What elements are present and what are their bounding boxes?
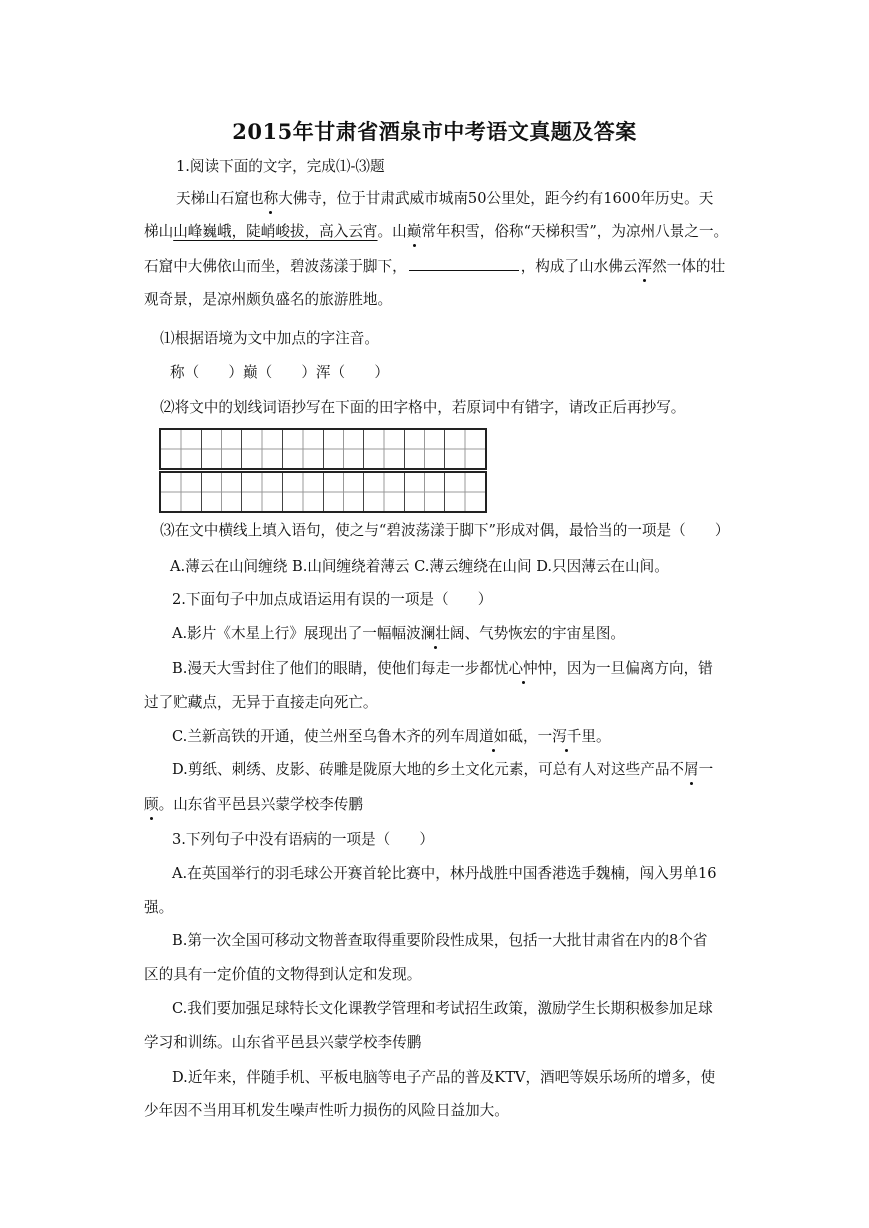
q3-option-b-line-2: 区的具有一定价值的文物得到认定和发现。 — [144, 966, 422, 983]
dotted-idiom: 不屑一 — [669, 761, 714, 778]
grid-cell[interactable] — [283, 430, 324, 468]
dotted-idiom: 周道如砥 — [464, 728, 523, 745]
q3-option-c-line-1: C.我们要加强足球特长文化课教学管理和考试招生政策，激励学生长期积极参加足球 — [172, 1000, 713, 1017]
grid-cell[interactable] — [364, 430, 405, 468]
grid-cell[interactable] — [202, 430, 243, 468]
grid-cell[interactable] — [161, 430, 202, 468]
dotted-idiom: 顾 — [144, 796, 159, 813]
q2-option-b-line-1: B.漫天大雪封住了他们的眼睛，使他们每走一步都忧心忡忡，因为一旦偏离方向，错 — [172, 660, 713, 677]
q3-option-d-line-1: D.近年来，伴随手机、平板电脑等电子产品的普及KTV，酒吧等娱乐场所的增多，使 — [172, 1069, 716, 1086]
grid-cell[interactable] — [242, 430, 283, 468]
dotted-char-hun: 浑 — [637, 258, 653, 275]
q3-option-d-line-2: 少年因不当用耳机发生噪声性听力损伤的风险日益加大。 — [144, 1102, 509, 1119]
q3-heading: 3.下列句子中没有语病的一项是（ ） — [172, 831, 435, 848]
q2-option-d-line-2: 顾。山东省平邑县兴蒙学校李传鹏 — [144, 796, 363, 813]
q1-sub3-options: A.薄云在山间缠绕 B.山间缠绕着薄云 C.薄云缠绕在山间 D.只因薄云在山间。 — [170, 558, 669, 575]
q1-passage-line-2: 梯山山峰巍峨，陡峭峻拔，高入云宵。山巅常年积雪，俗称“天梯积雪”，为凉州八景之一。 — [144, 223, 729, 240]
grid-cell[interactable] — [445, 473, 485, 511]
q1-heading: 1.阅读下面的文字，完成⑴-⑶题 — [176, 158, 385, 175]
grid-cell[interactable] — [161, 473, 202, 511]
dotted-idiom: 一泻千里 — [537, 728, 596, 745]
q2-option-a: A.影片《木星上行》展现出了一幅幅波澜壮阔、气势恢宏的宇宙星图。 — [172, 625, 626, 642]
q1-passage-line-1: 天梯山石窟也称大佛寺，位于甘肃武威市城南50公里处，距今约有1600年历史。天 — [176, 190, 714, 207]
q3-option-a-line-1: A.在英国举行的羽毛球公开赛首轮比赛中，林丹战胜中国香港选手魏楠，闯入男单16 — [172, 865, 717, 882]
underlined-phrase: 山峰巍峨，陡峭峻拔，高入云宵 — [173, 223, 378, 240]
q2-heading: 2.下面句子中加点成语运用有误的一项是（ ） — [172, 591, 493, 608]
q1-passage-line-4: 观奇景，是凉州颇负盛名的旅游胜地。 — [144, 291, 393, 308]
dotted-idiom: 忧心忡忡 — [493, 660, 553, 677]
grid-cell[interactable] — [324, 430, 365, 468]
grid-cell[interactable] — [445, 430, 485, 468]
grid-cell[interactable] — [405, 473, 446, 511]
q1-sub1: ⑴根据语境为文中加点的字注音。 — [160, 330, 379, 347]
tianzige-grid-row-2 — [159, 471, 487, 513]
dotted-char-cheng: 称 — [263, 190, 279, 207]
q1-sub2: ⑵将文中的划线词语抄写在下面的田字格中，若原词中有错字，请改正后再抄写。 — [160, 399, 686, 416]
q3-option-b-line-1: B.第一次全国可移动文物普查取得重要阶段性成果，包括一大批甘肃省在内的8个省 — [172, 932, 708, 949]
q2-option-c: C.兰新高铁的开通，使兰州至乌鲁木齐的列车周道如砥，一泻千里。 — [172, 728, 611, 745]
q3-option-c-line-2: 学习和训练。山东省平邑县兴蒙学校李传鹏 — [144, 1034, 422, 1051]
grid-cell[interactable] — [283, 473, 324, 511]
q2-option-d-line-1: D.剪纸、刺绣、皮影、砖雕是陇原大地的乡土文化元素，可总有人对这些产品不屑一 — [172, 761, 714, 778]
q3-option-a-line-2: 强。 — [144, 899, 174, 916]
q2-option-b-line-2: 过了贮藏点，无异于直接走向死亡。 — [144, 694, 378, 711]
grid-cell[interactable] — [242, 473, 283, 511]
grid-cell[interactable] — [202, 473, 243, 511]
page-title: 2015年甘肃省酒泉市中考语文真题及答案 — [232, 119, 637, 144]
grid-cell[interactable] — [405, 430, 446, 468]
grid-cell[interactable] — [324, 473, 365, 511]
dotted-char-dian: 巅 — [406, 223, 422, 240]
tianzige-grid-row-1 — [159, 428, 487, 470]
fill-in-blank — [409, 256, 519, 271]
q1-sub3: ⑶在文中横线上填入语句，使之与“碧波荡漾于脚下”形成对偶，最恰当的一项是（ ） — [160, 522, 730, 539]
grid-cell[interactable] — [364, 473, 405, 511]
q1-sub1-items: 称（ ）巅（ ）浑（ ） — [170, 364, 389, 381]
dotted-idiom: 波澜壮阔 — [406, 625, 465, 642]
q1-passage-line-3: 石窟中大佛依山而坐，碧波荡漾于脚下， ，构成了山水佛云浑然一体的壮 — [144, 258, 726, 275]
